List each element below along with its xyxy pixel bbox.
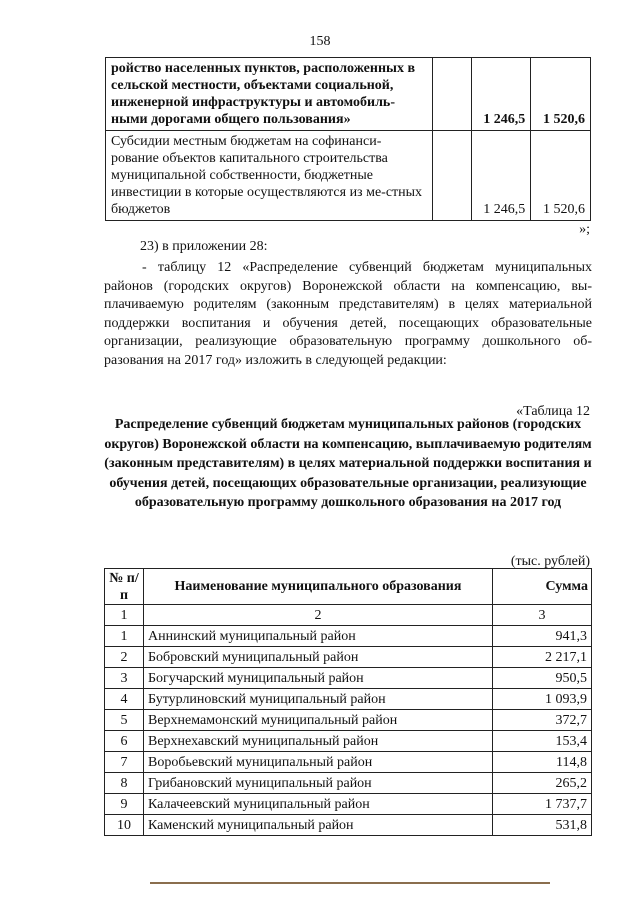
column-index: 1	[105, 605, 144, 626]
header-sum: Сумма	[493, 569, 592, 605]
row-sum: 1 737,7	[493, 794, 592, 815]
column-index-row	[105, 605, 592, 626]
row-name: Каменский муниципальный район	[144, 815, 493, 836]
row-sum: 372,7	[493, 710, 592, 731]
row-name: Калачеевский муниципальный район	[144, 794, 493, 815]
row-num: 6	[105, 731, 144, 752]
row-value-2017: 1 520,6	[531, 131, 591, 221]
row-name: Богучарский муниципальный район	[144, 668, 493, 689]
page-number: 158	[309, 34, 331, 49]
table-row	[105, 731, 592, 752]
table-row	[106, 58, 591, 131]
row-num: 5	[105, 710, 144, 731]
row-sum: 2 217,1	[493, 647, 592, 668]
item-23-heading: 23) в приложении 28:	[140, 239, 268, 254]
row-sum: 1 093,9	[493, 689, 592, 710]
header-num: № п/п	[105, 569, 144, 605]
column-index: 2	[144, 605, 493, 626]
table-row	[105, 752, 592, 773]
row-name: Воробьевский муниципальный район	[144, 752, 493, 773]
row-num: 10	[105, 815, 144, 836]
row-name: Бутурлиновский муниципальный район	[144, 689, 493, 710]
row-name: Субсидии местным бюджетам на софинанси-рование объектов капитального строительства муниципальной собственности, бюджетные инвестиции в которые осуществляются из ме-стных бюджетов	[106, 131, 433, 221]
row-name: Верхнемамонский муниципальный район	[144, 710, 493, 731]
row-name: Аннинский муниципальный район	[144, 626, 493, 647]
closing-quote: »;	[579, 222, 590, 237]
table-row	[105, 668, 592, 689]
subvention-table	[104, 568, 592, 836]
table-row	[105, 689, 592, 710]
row-value-2016: 1 246,5	[471, 131, 531, 221]
table-row	[105, 647, 592, 668]
units-label: (тыс. рублей)	[510, 554, 590, 569]
row-num: 3	[105, 668, 144, 689]
table-row	[105, 773, 592, 794]
row-num: 4	[105, 689, 144, 710]
row-name: Верхнехавский муниципальный район	[144, 731, 493, 752]
row-num: 8	[105, 773, 144, 794]
row-name: Бобровский муниципальный район	[144, 647, 493, 668]
table-label: «Таблица 12	[516, 404, 590, 419]
row-value-2016: 1 246,5	[471, 58, 531, 131]
row-num: 2	[105, 647, 144, 668]
table-row	[105, 710, 592, 731]
row-sum: 265,2	[493, 773, 592, 794]
table-title: Распределение субвенций бюджетам муниципальных районов (городских округов) Воронежской области на компенсацию, выплачиваемую родителям (законным представителям) в целях материальной поддержки воспитания и обучения детей, посещающих образовательные организации, реализующие образовательную программу дошкольного образования на 2017 год	[104, 417, 592, 510]
row-sum: 153,4	[493, 731, 592, 752]
row-num: 7	[105, 752, 144, 773]
table-row	[106, 131, 591, 221]
empty-cell	[432, 131, 471, 221]
header-row	[105, 569, 592, 605]
row-name: Грибановский муниципальный район	[144, 773, 493, 794]
column-index: 3	[493, 605, 592, 626]
empty-cell	[432, 58, 471, 131]
row-sum: 114,8	[493, 752, 592, 773]
table-row	[105, 626, 592, 647]
row-num: 9	[105, 794, 144, 815]
scan-edge-mark	[150, 882, 550, 884]
row-value-2017: 1 520,6	[531, 58, 591, 131]
row-name: ройство населенных пунктов, расположенных в сельской местности, объектами социальной, инженерной инфраструктуры и автомобиль-ными дорогами общего пользования»	[106, 58, 433, 131]
continuation-table	[105, 57, 591, 221]
row-num: 1	[105, 626, 144, 647]
table-row	[105, 815, 592, 836]
header-name: Наименование муниципального образования	[144, 569, 493, 605]
row-sum: 531,8	[493, 815, 592, 836]
row-sum: 950,5	[493, 668, 592, 689]
row-sum: 941,3	[493, 626, 592, 647]
amendment-paragraph: - таблицу 12 «Распределение субвенций бюджетам муниципальных районов (городских округов) Воронежской области на компенсацию, вы-плачиваемую родителям (законным представителям) в целях материальной поддержки воспитания и обучения детей, посещающих образовательные организации, реализующие образовательную программу дошкольного об-разования на 2017 год» изложить в следующей редакции:	[104, 260, 592, 368]
table-row	[105, 794, 592, 815]
